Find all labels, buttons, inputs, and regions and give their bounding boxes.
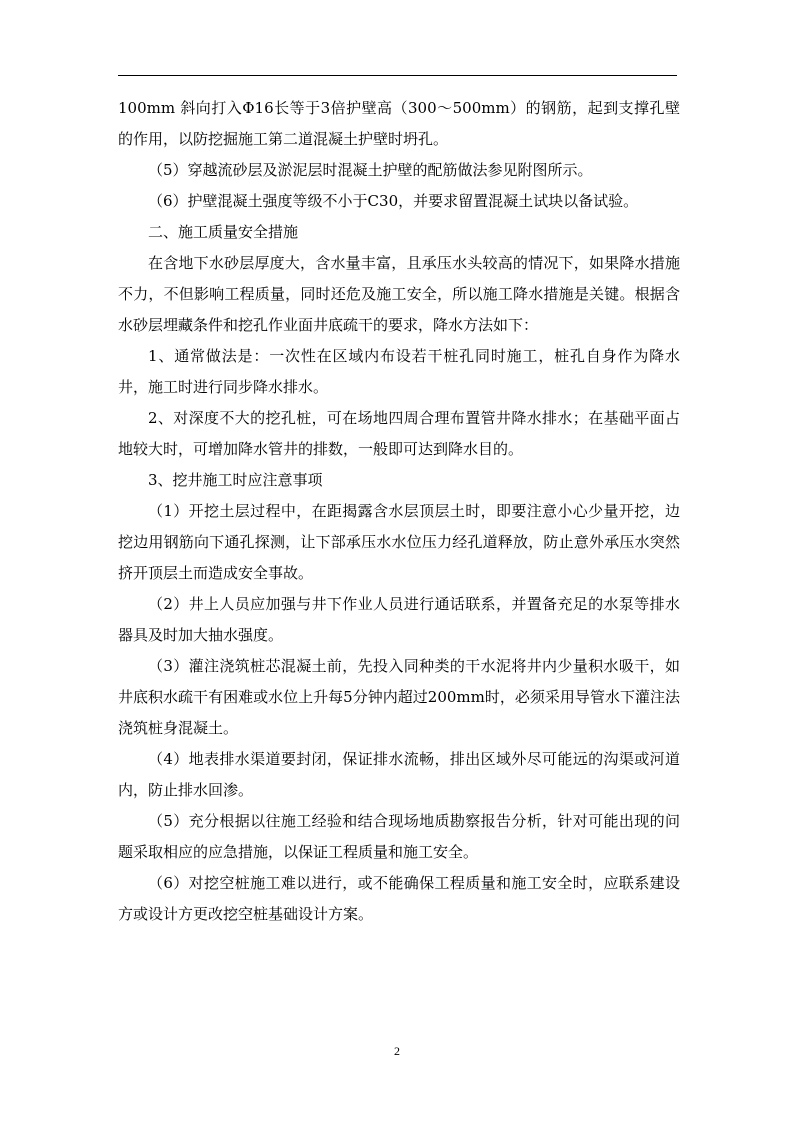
- paragraph-note-1: （1）开挖土层过程中，在距揭露含水层顶层土时，即要注意小心少量开挖，边挖边用钢筋向下通孔探测，让下部承压水水位压力经孔道释放，防止意外承压水突然挤开顶层土而造成安全事故。: [118, 502, 680, 582]
- section-heading: 二、施工质量安全措施: [148, 223, 299, 241]
- page-number: 2: [394, 1044, 400, 1058]
- paragraph-item-6: （6）护壁混凝土强度等级不小于C30，并要求留置混凝土试块以备试验。: [148, 192, 639, 210]
- paragraph-note-4: （4）地表排水渠道要封闭，保证排水流畅，排出区域外尽可能远的沟渠或河道内，防止排水回渗。: [118, 750, 680, 799]
- paragraph-note-6: （6）对挖空桩施工难以进行，或不能确保工程质量和施工安全时，应联系建设方或设计方更改挖空桩基础设计方案。: [118, 874, 680, 923]
- paragraph-continuation: 100mm 斜向打入Φ16长等于3倍护壁高（300～500mm）的钢筋，起到支撑孔壁的作用，以防挖掘施工第二道混凝土护壁时坍孔。: [118, 99, 680, 148]
- header-rule: [118, 75, 677, 76]
- subsection-heading: 3、挖井施工时应注意事项: [148, 471, 323, 489]
- paragraph-note-5: （5）充分根据以往施工经验和结合现场地质勘察报告分析，针对可能出现的问题采取相应的应急措施，以保证工程质量和施工安全。: [118, 812, 680, 861]
- paragraph-method-2: 2、对深度不大的挖孔桩，可在场地四周合理布置管井降水排水；在基础平面占地较大时，可增加降水管井的排数，一般即可达到降水目的。: [118, 409, 680, 458]
- paragraph-intro: 在含地下水砂层厚度大，含水量丰富，且承压水头较高的情况下，如果降水措施不力，不但影响工程质量，同时还危及施工安全，所以施工降水措施是关键。根据含水砂层埋藏条件和挖孔作业面井底疏干的要求，降水方法如下：: [118, 254, 680, 334]
- paragraph-note-2: （2）井上人员应加强与井下作业人员进行通话联系，并置备充足的水泵等排水器具及时加大抽水强度。: [118, 595, 680, 644]
- paragraph-method-1: 1、通常做法是：一次性在区域内布设若干桩孔同时施工，桩孔自身作为降水井，施工时进行同步降水排水。: [118, 347, 680, 396]
- paragraph-note-3: （3）灌注浇筑桩芯混凝土前，先投入同种类的干水泥将井内少量积水吸干，如井底积水疏干有困难或水位上升每5分钟内超过200mm时，必须采用导管水下灌注法浇筑桩身混凝土。: [118, 657, 680, 737]
- paragraph-item-5: （5）穿越流砂层及淤泥层时混凝土护壁的配筋做法参见附图所示。: [148, 161, 593, 179]
- document-body: [118, 93, 680, 930]
